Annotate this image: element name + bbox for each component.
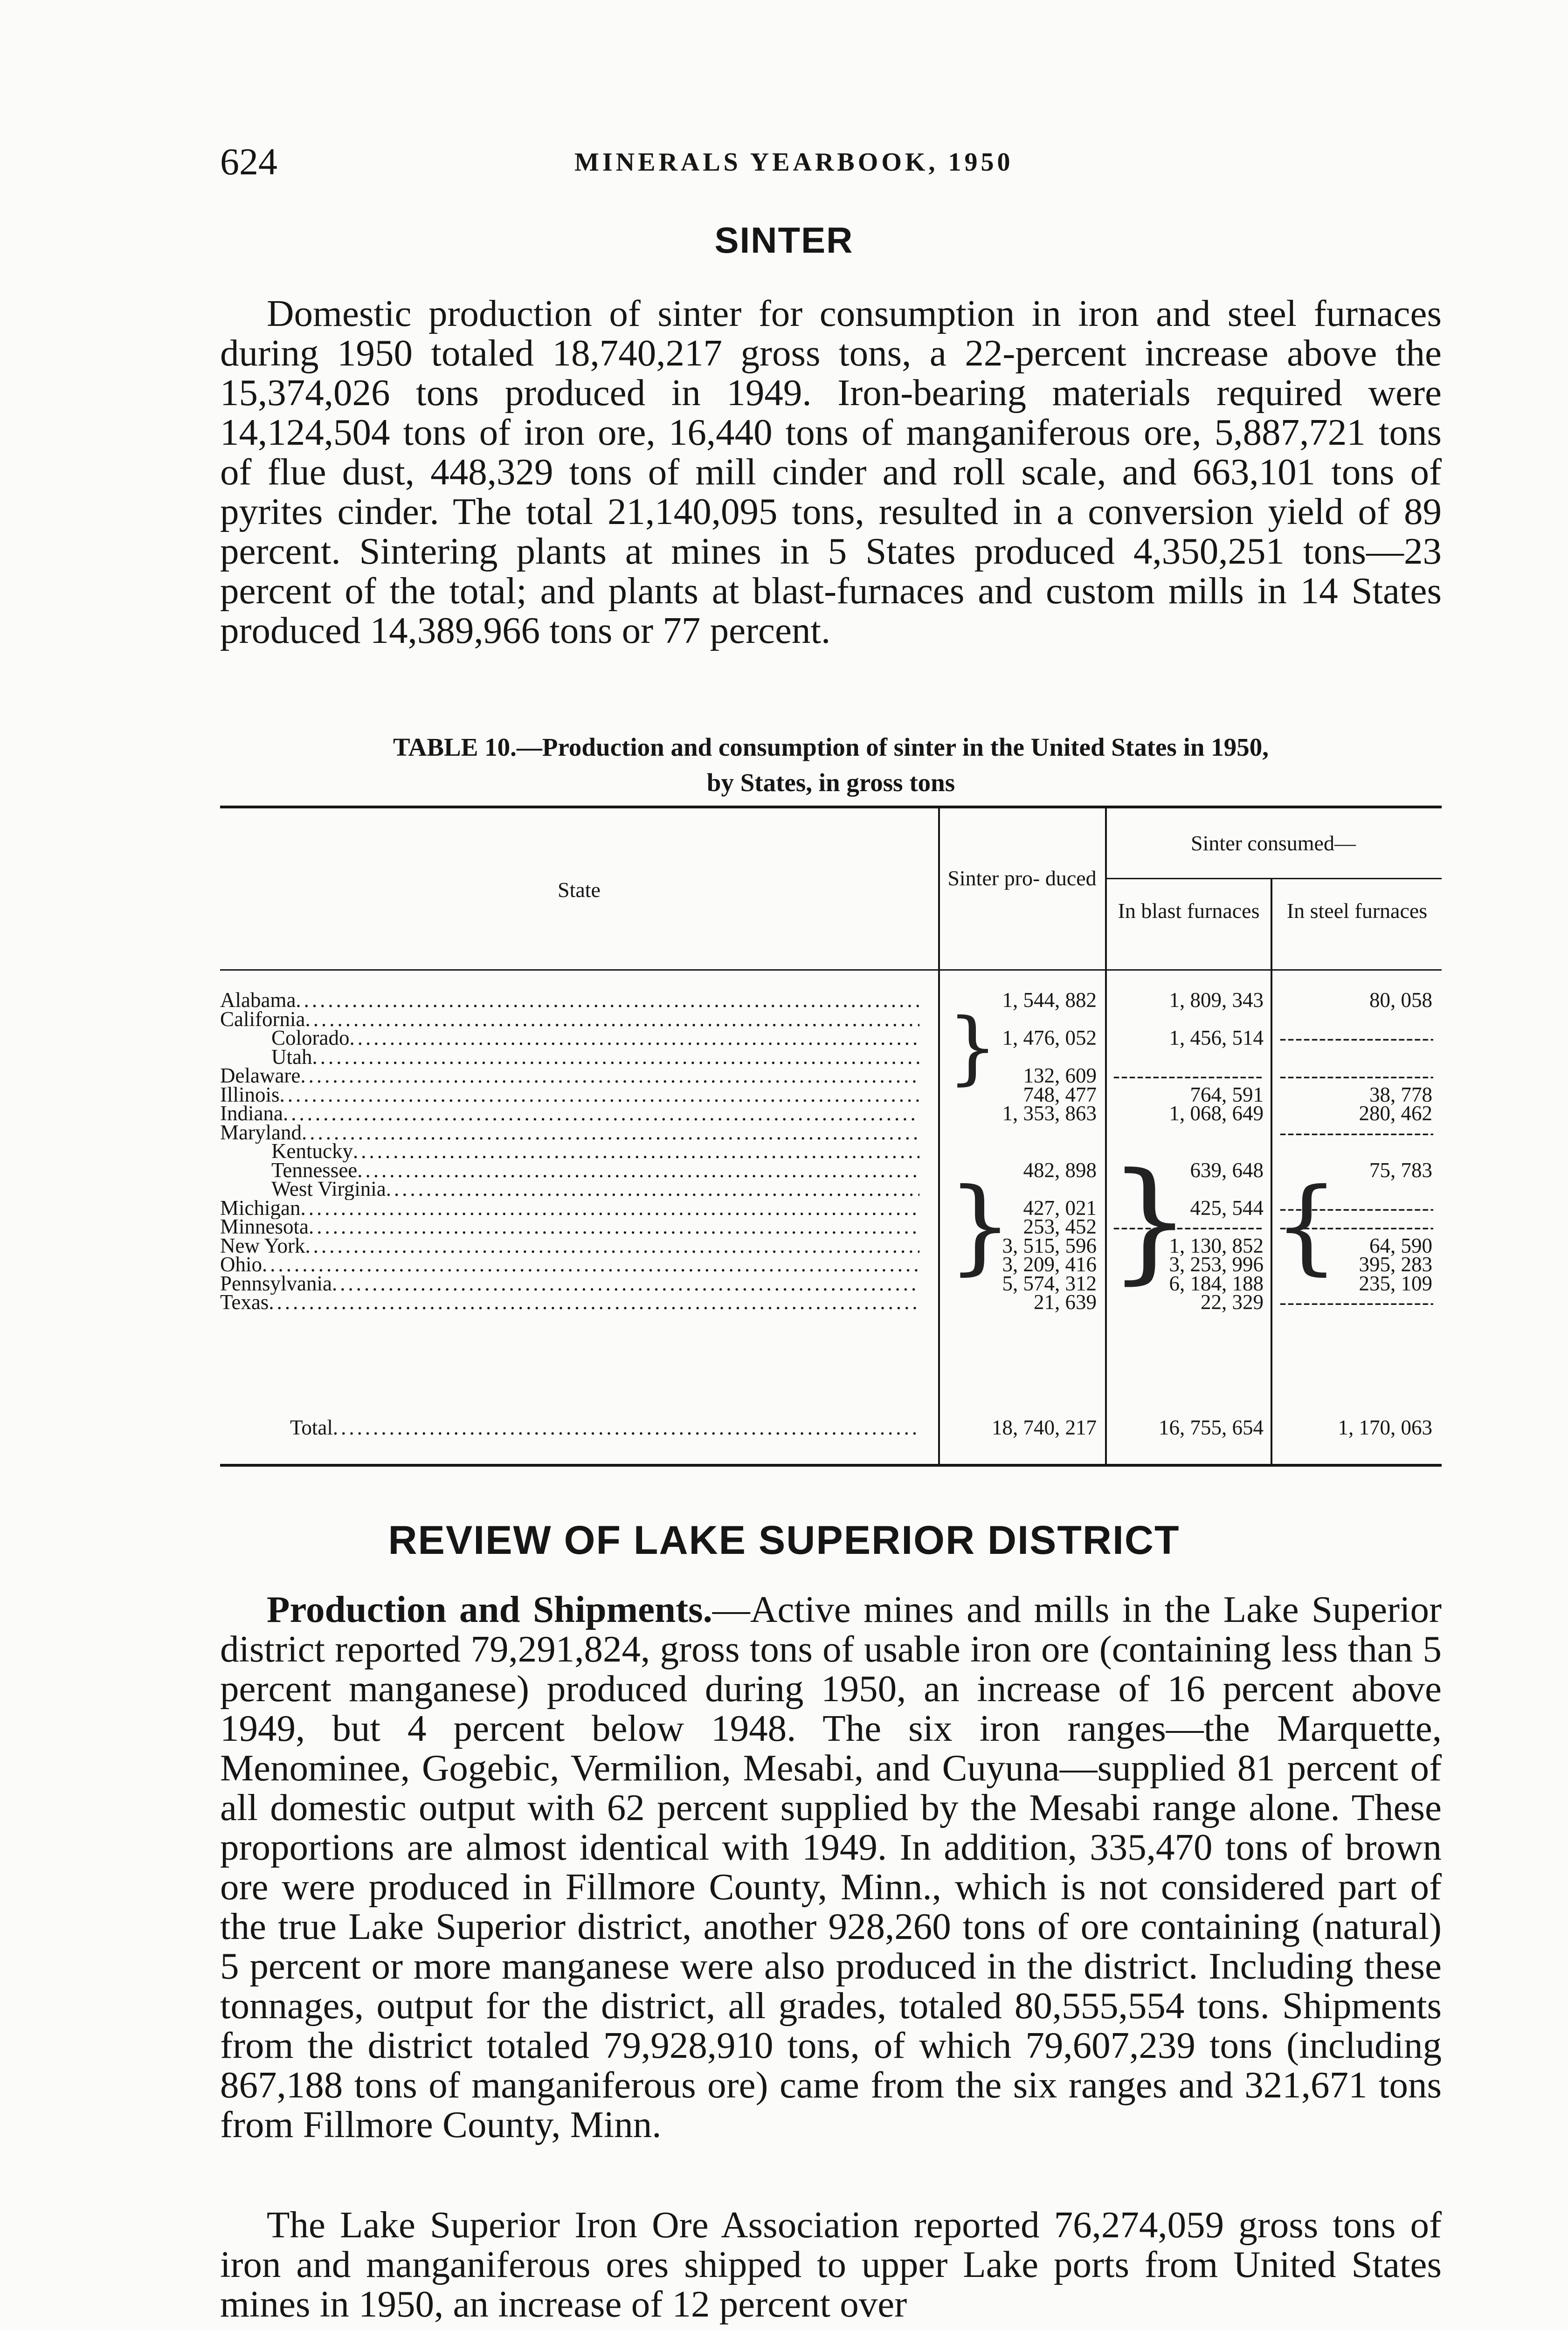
state-label: Maryland .....	[220, 1121, 919, 1144]
page-number: 624	[220, 140, 277, 183]
blast-value: 1, 456, 514	[1169, 1026, 1264, 1049]
brace-blast-md-wv: }	[1108, 1145, 1192, 1297]
steel-value: 235, 109	[1359, 1271, 1432, 1295]
state-label: Minnesota .....	[220, 1215, 919, 1238]
produced-value: 3, 209, 416	[1002, 1253, 1097, 1276]
table-caption-line-1: TABLE 10.—Production and consumption of sinter in the United States in 1950,	[393, 733, 1269, 761]
state-label: Pennsylvania .....	[220, 1272, 919, 1295]
empty-cell-leader	[1279, 1027, 1433, 1049]
produced-value: 1, 544, 882	[1002, 988, 1097, 1012]
blast-value: 1, 130, 852	[1169, 1234, 1264, 1257]
table-top-rule	[220, 806, 1442, 808]
state-label: Illinois .....	[220, 1083, 919, 1106]
state-label: Tennessee .....	[271, 1159, 919, 1181]
blast-value: 3, 253, 996	[1169, 1253, 1264, 1276]
state-label: Ohio .....	[220, 1253, 919, 1276]
state-label: California .....	[220, 1008, 919, 1030]
running-head	[220, 140, 1442, 191]
total-produced-value: 18, 740, 217	[992, 1416, 1097, 1439]
total-steel-value: 1, 170, 063	[1338, 1416, 1432, 1439]
steel-value: 38, 778	[1369, 1083, 1432, 1106]
lake-superior-paragraph-2: The Lake Superior Iron Ore Association reported 76,274,059 gross tons of iron and manganiferous ores shipped to upper Lake ports from United States mines in 1950, an increase of 12 percent over	[220, 2204, 1442, 2325]
steel-value: 75, 783	[1369, 1158, 1432, 1182]
produced-value: 3, 515, 596	[1002, 1234, 1097, 1257]
state-label: Alabama .....	[220, 989, 919, 1011]
produced-value: 5, 574, 312	[1002, 1271, 1097, 1295]
state-label: Utah .....	[271, 1046, 919, 1068]
sinter-heading: SINTER	[714, 220, 854, 261]
lake-superior-heading: REVIEW OF LAKE SUPERIOR DISTRICT	[388, 1518, 1180, 1563]
state-label: Colorado .....	[271, 1027, 919, 1049]
empty-cell-leader	[1279, 1121, 1433, 1144]
brace-produced-ky-tn-wv: }	[947, 1166, 1013, 1285]
consumed-span-rule	[1105, 878, 1442, 879]
blast-value: 764, 591	[1190, 1083, 1264, 1106]
produced-value: 21, 639	[1034, 1290, 1097, 1314]
total-label: Total .....	[290, 1416, 919, 1439]
sinter-table	[220, 806, 1442, 1468]
blast-value: 22, 329	[1201, 1290, 1264, 1314]
book-title: MINERALS YEARBOOK, 1950	[574, 148, 1014, 177]
header-sinter-produced: Sinter pro- duced	[947, 866, 1097, 890]
brace-steel-ky-tn-wv: {	[1274, 1166, 1339, 1285]
state-label: Delaware .....	[220, 1064, 919, 1087]
header-sinter-consumed: Sinter consumed—	[1191, 831, 1356, 855]
header-in-blast-furnaces: In blast furnaces	[1118, 899, 1260, 923]
table-caption-line-2: by States, in gross tons	[706, 768, 955, 797]
table-header-rule	[220, 969, 1442, 971]
state-label: Indiana .....	[220, 1102, 919, 1124]
lake-superior-paragraph-1	[220, 1590, 1442, 2145]
column-divider-3	[1271, 878, 1272, 1464]
produced-value: 427, 021	[1023, 1196, 1097, 1220]
steel-value: 395, 283	[1359, 1253, 1432, 1276]
state-label: New York .....	[220, 1234, 919, 1257]
blast-value: 639, 648	[1190, 1158, 1264, 1182]
blast-value: 1, 809, 343	[1169, 988, 1264, 1012]
empty-cell-leader	[1279, 1291, 1433, 1313]
total-blast-value: 16, 755, 654	[1159, 1416, 1264, 1439]
steel-value: 64, 590	[1369, 1234, 1432, 1257]
column-divider-1	[938, 808, 940, 1464]
blast-value: 425, 544	[1190, 1196, 1264, 1220]
produced-value: 482, 898	[1023, 1158, 1097, 1182]
steel-value: 280, 462	[1359, 1102, 1432, 1125]
blast-value: 1, 068, 649	[1169, 1102, 1264, 1125]
produced-value: 1, 476, 052	[1002, 1026, 1097, 1049]
state-label: West Virginia .....	[271, 1178, 919, 1200]
run-in-heading: Production and Shipments.	[267, 1588, 712, 1630]
produced-value: 132, 609	[1023, 1064, 1097, 1087]
table-bottom-rule	[220, 1464, 1442, 1467]
header-in-steel-furnaces: In steel furnaces	[1286, 899, 1428, 923]
produced-value: 1, 353, 863	[1002, 1102, 1097, 1125]
produced-value: 748, 477	[1023, 1083, 1097, 1106]
state-label: Kentucky .....	[271, 1140, 919, 1162]
sinter-paragraph: Domestic production of sinter for consumption in iron and steel furnaces during 1950 totaled 18,740,217 gross tons, a 22-percent increase above the 15,374,026 tons produced in 1949. Iron-bearing materials required were 14,124,504 tons of iron ore, 16,440 tons of manganiferous ore, 5,887,721 tons of flue dust, 448,329 tons of mill cinder and roll scale, and 663,101 tons of pyrites cinder. The total 21,140,095 tons, resulted in a conversion yield of 89 percent. Sintering plants at mines in 5 States produced 4,350,251 tons—23 percent of the total; and plants at blast-furnaces and custom mills in 14 States produced 14,389,966 tons or 77 percent.	[220, 292, 1442, 651]
header-state: State	[558, 878, 601, 902]
brace-produced-ca-co-ut: }	[947, 1001, 998, 1094]
lake-superior-paragraph-1-text: —Active mines and mills in the Lake Superior district reported 79,291,824, gross tons of usable iron ore (containing less than 5 percent manganese) produced during 1950, an increase of 16 percent above 1949, but 4 percent below 1948. The six iron ranges—the Marquette, Menominee, Gogebic, Vermilion, Mesabi, and Cuyuna—supplied 81 percent of all domestic output with 62 percent supplied by the Mesabi range alone. These proportions are almost identical with 1949. In addition, 335,470 tons of brown ore were produced in Fillmore County, Minn., which is not considered part of the true Lake Superior district, another 928,260 tons of ore containing (natural) 5 percent or more manganese were also produced in the district. Including these tonnages, output for the district, all grades, totaled 80,555,554 tons. Shipments from the district totaled 79,928,910 tons, of which 79,607,239 tons (including 867,188 tons of manganiferous ore) came from the six ranges and 321,671 tons from Fillmore County, Minn.	[220, 1588, 1442, 2145]
blast-value: 6, 184, 188	[1169, 1271, 1264, 1295]
table-caption	[220, 730, 1442, 800]
steel-value: 80, 058	[1369, 988, 1432, 1012]
state-label: Texas .....	[220, 1291, 919, 1313]
produced-value: 253, 452	[1023, 1215, 1097, 1238]
state-label: Michigan .....	[220, 1197, 919, 1219]
